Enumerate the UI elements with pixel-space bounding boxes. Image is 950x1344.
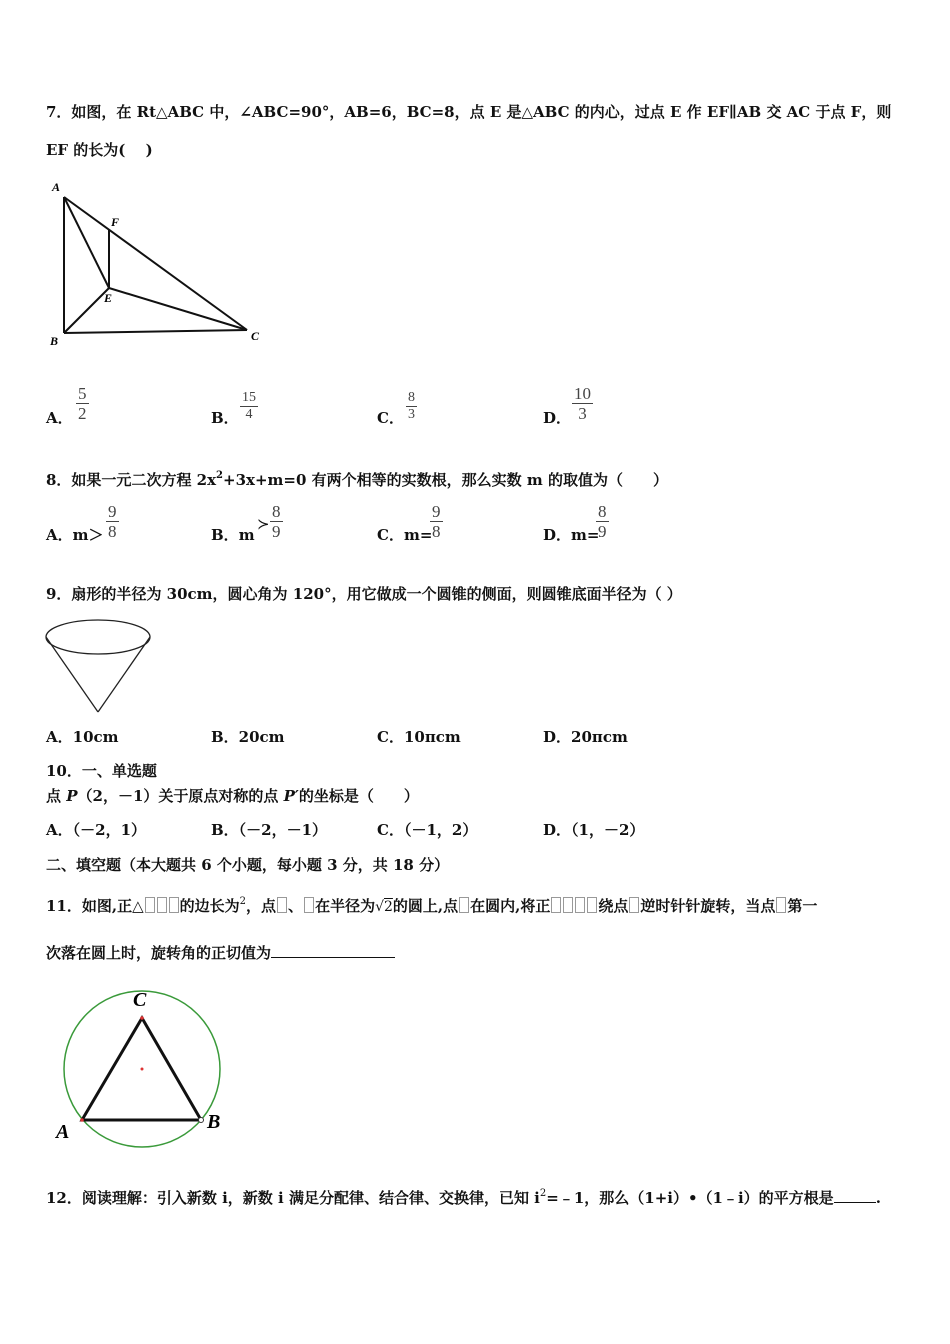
- q11-line2: 次落在圆上时，旋转角的正切值为: [46, 944, 272, 962]
- q8-option-d-label: D．: [543, 526, 572, 544]
- q7-option-d-num: 10: [574, 384, 591, 403]
- q11-s8: 绕点: [598, 897, 629, 915]
- missing-glyph-icon: [551, 897, 561, 913]
- q7-option-c-den: 3: [408, 407, 415, 422]
- q8-option-c-label: C．: [377, 526, 404, 544]
- q7-option-c-label: C．: [377, 409, 404, 427]
- q12-answer-blank[interactable]: [834, 1188, 876, 1203]
- q11-sqrt-arg: 2: [384, 899, 393, 915]
- q10-stem-pre: 点: [46, 787, 67, 805]
- q11-answer-blank[interactable]: [271, 943, 395, 958]
- missing-glyph-icon: [629, 897, 639, 913]
- q7-option-d-label: D．: [543, 409, 572, 427]
- q12-stem: [46, 1185, 881, 1207]
- q8-option-b-num: 8: [272, 502, 281, 521]
- q11-circle-figure: [0, 0, 260, 1150]
- q9-stem: 9．扇形的半径为 30cm，圆心角为 120°，用它做成一个圆锥的侧面，则圆锥底面半径为（ ）: [46, 585, 682, 603]
- q11-s9: 逆时针针旋转，当点: [640, 897, 776, 915]
- q10-option-c: C．（－1，2）: [377, 821, 478, 839]
- q9-option-a: A．10cm: [46, 728, 119, 746]
- missing-glyph-icon: [304, 897, 314, 913]
- q11-s6: 的圆上,点: [392, 897, 459, 915]
- q7-label-f: F: [111, 215, 120, 229]
- q10-option-d: D．（1，－2）: [543, 821, 645, 839]
- q8-option-d-num: 8: [598, 502, 607, 521]
- q8-option-b-prefix: m: [238, 526, 255, 544]
- q11-s1: 11．如图,正△: [46, 897, 144, 915]
- q7-stem-line1: 7．如图，在 Rt△ABC 中，∠ABC=90°，AB=6，BC=8，点 E 是△ABC 的内心，过点 E 作 EF∥AB 交 AC 于点 F，则: [46, 103, 892, 121]
- q8-option-d: [543, 526, 599, 544]
- q11-label-c: C: [133, 989, 147, 1011]
- missing-glyph-icon: [459, 897, 469, 913]
- q10-header: 10．一、单选题: [46, 762, 157, 780]
- q7-label-a: A: [52, 180, 61, 194]
- q11-s3: ，点: [246, 897, 277, 915]
- q11-s4: 、: [288, 897, 304, 915]
- q11-label-a: A: [56, 1121, 70, 1143]
- q12-sup: 2: [539, 1188, 547, 1199]
- q11-sup2: 2: [239, 896, 247, 907]
- q8-option-b-den: 9: [272, 522, 281, 541]
- q7-label-b: B: [50, 334, 59, 348]
- missing-glyph-icon: [587, 897, 597, 913]
- missing-glyph-icon: [575, 897, 585, 913]
- q8-option-d-fraction: [596, 502, 609, 541]
- q7-option-a-num: 5: [78, 384, 87, 403]
- q8-option-a-num: 9: [108, 502, 117, 521]
- q12-s1: 12．阅读理解：引入新数 i，新数 i 满足分配律、结合律、交换律，已知 i: [46, 1189, 540, 1207]
- q8-stem-sup: 2: [216, 470, 224, 481]
- q7-option-c-fraction: [406, 390, 417, 423]
- q8-option-c-den: 8: [432, 522, 441, 541]
- q10-stem-post: 的坐标是（ ）: [298, 787, 419, 805]
- q8-option-b-label: B．: [211, 526, 239, 544]
- q12-s2: =﹣1，那么（1+i）•（1﹣i）的平方根是: [546, 1189, 834, 1207]
- q9-option-b: B．20cm: [211, 728, 285, 746]
- q8-option-a-label: A．: [46, 526, 73, 544]
- q10-option-a: A．（－2，1）: [46, 821, 147, 839]
- q9-option-c: C．10πcm: [377, 728, 461, 746]
- q8-option-c-prefix: m=: [403, 526, 433, 544]
- q9-option-d: D．20πcm: [543, 728, 628, 746]
- q8-option-c-fraction: [430, 502, 443, 541]
- missing-glyph-icon: [776, 897, 786, 913]
- q10-option-b: B．（－2，－1）: [211, 821, 328, 839]
- q8-option-b-relation: ≻: [257, 515, 270, 533]
- q8-option-d-den: 9: [598, 522, 607, 541]
- q11-s5: 在半径为: [315, 897, 376, 915]
- q8-stem-pre: 8．如果一元二次方程 2x: [46, 471, 217, 489]
- q7-option-b-den: 4: [245, 407, 253, 422]
- q7-option-d-den: 3: [578, 404, 587, 423]
- q8-option-c-num: 9: [432, 502, 441, 521]
- q7-option-b-num: 15: [242, 390, 256, 405]
- q11-s10: 第一: [787, 897, 818, 915]
- q7-option-d-fraction: [572, 384, 593, 423]
- q7-option-c-num: 8: [408, 390, 415, 405]
- missing-glyph-icon: [277, 897, 287, 913]
- q7-stem-line2: EF 的长为( ): [46, 141, 153, 159]
- missing-glyph-icon: [563, 897, 573, 913]
- q7-option-a-label: A．: [46, 409, 73, 427]
- q8-option-b-fraction: [270, 502, 283, 541]
- q11-s2: 的边长为: [179, 897, 240, 915]
- q10-point-p: P: [66, 787, 78, 805]
- q7-label-e: E: [104, 291, 113, 305]
- q8-option-d-prefix: m=: [571, 526, 600, 544]
- section-2-heading: 二、填空题（本大题共 6 个小题，每小题 3 分，共 18 分）: [46, 856, 450, 874]
- q8-option-a-den: 8: [108, 522, 117, 541]
- q11-s7: 在圆内,将正: [470, 897, 551, 915]
- q11-label-b: B: [207, 1111, 221, 1133]
- q10-point-p-prime: P′: [283, 787, 299, 805]
- q8-stem-post: +3x+m=0 有两个相等的实数根，那么实数 m 的取值为（ ）: [223, 471, 668, 489]
- q7-label-c: C: [251, 329, 260, 343]
- q8-option-c: [377, 526, 432, 544]
- q12-end: .: [875, 1189, 881, 1207]
- q10-stem-mid: （2，－1）关于原点对称的点: [77, 787, 284, 805]
- sqrt-symbol-icon: √2: [375, 899, 393, 915]
- q7-option-b-label: B．: [211, 409, 239, 427]
- q7-option-a-den: 2: [78, 404, 87, 423]
- q8-option-a-prefix: m＞: [72, 526, 104, 544]
